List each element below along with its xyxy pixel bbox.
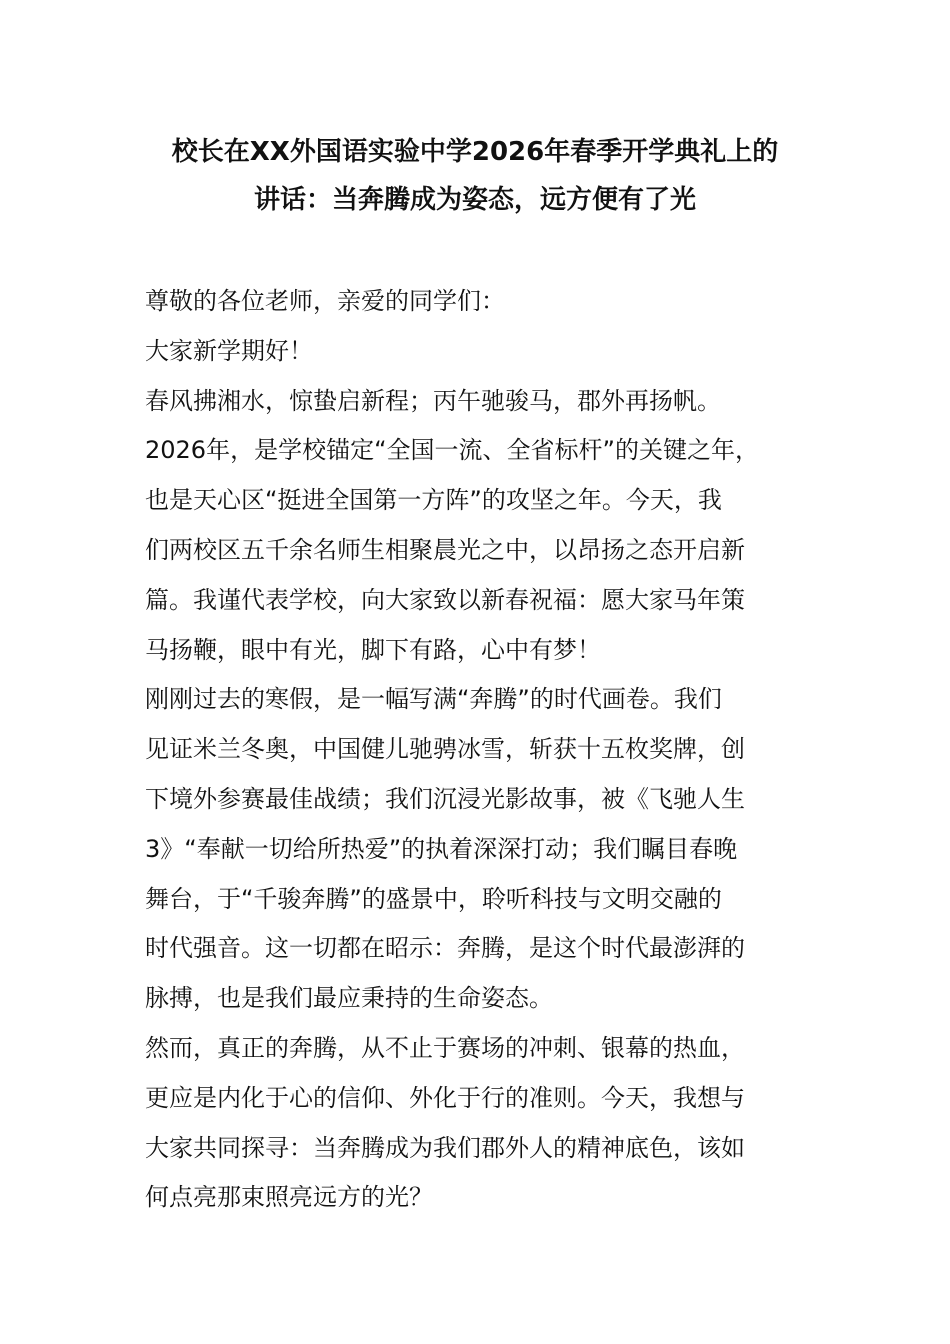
body-line: 春风拂湘水，惊蛰启新程；丙午驰骏马，郡外再扬帆。 [145,386,721,415]
body-line: 大家共同探寻：当奔腾成为我们郡外人的精神底色，该如 [145,1133,745,1162]
body-line: 刚刚过去的寒假，是一幅写满“奔腾”的时代画卷。我们 [145,685,722,714]
body-line: 2026年，是学校锚定“全国一流、全省标杆”的关键之年， [145,436,759,465]
body-line: 下境外参赛最佳战绩；我们沉浸光影故事，被《飞驰人生 [145,784,745,813]
body-line: 尊敬的各位老师，亲爱的同学们： [145,287,505,315]
body-line: 马扬鞭，眼中有光，脚下有路，心中有梦！ [145,635,601,664]
body-line: 时代强音。这一切都在昭示：奔腾，是这个时代最澎湃的 [145,934,745,963]
body-line: 大家新学期好！ [145,336,313,365]
body-line: 3》“奉献一切给所热爱”的执着深深打动；我们瞩目春晚 [145,834,738,863]
title-line: 校长在XX外国语实验中学2026年春季开学典礼上的 [171,137,779,167]
document-body [145,277,825,1223]
body-line: 见证米兰冬奥，中国健儿驰骋冰雪，斩获十五枚奖牌，创 [145,735,745,764]
body-line: 脉搏，也是我们最应秉持的生命姿态。 [145,984,553,1013]
title-line: 讲话：当奔腾成为姿态，远方便有了光 [253,185,696,215]
body-line: 然而，真正的奔腾，从不止于赛场的冲刺、银幕的热血， [145,1033,745,1062]
body-line: 何点亮那束照亮远方的光？ [145,1183,433,1212]
body-line: 篇。我谨代表学校，向大家致以新春祝福：愿大家马年策 [145,585,745,614]
body-line: 们两校区五千余名师生相聚晨光之中，以昂扬之态开启新 [145,535,745,564]
document-title [120,128,830,224]
body-line: 舞台，于“千骏奔腾”的盛景中，聆听科技与文明交融的 [145,884,722,913]
body-line: 也是天心区“挺进全国第一方阵”的攻坚之年。今天，我 [145,486,722,515]
body-line: 更应是内化于心的信仰、外化于行的准则。今天，我想与 [145,1083,745,1112]
